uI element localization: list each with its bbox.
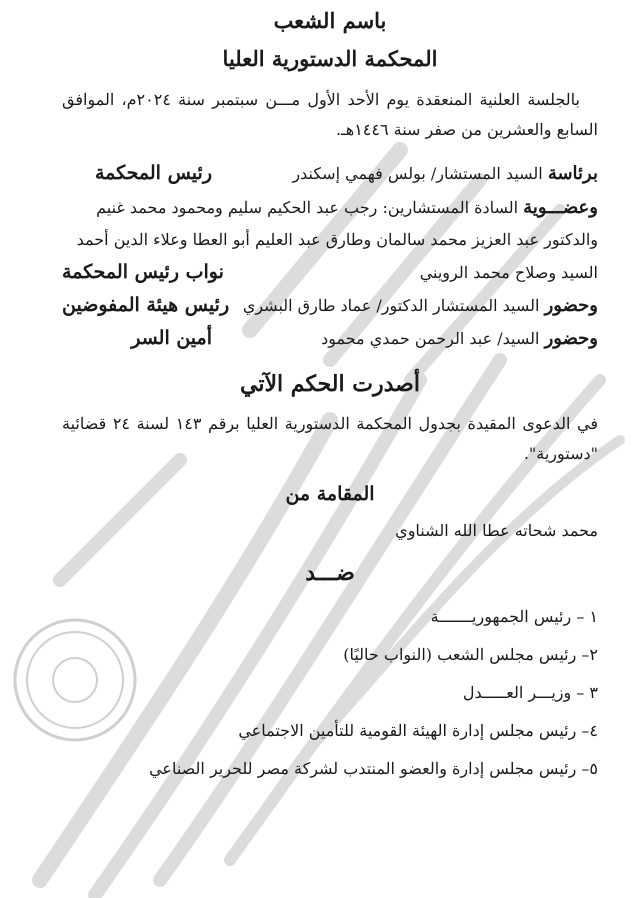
document-content [62, 0, 598, 788]
commissioners-row [62, 289, 598, 322]
filed-by-heading: المقامة من [285, 483, 375, 505]
verdict-heading: أصدرت الحكم الآتي [240, 371, 420, 397]
membership-line-2: والدكتور عبد العزيز محمد سالمان وطارق عبد العليم أبو العطا وعلاء الدين أحمد [76, 230, 598, 249]
membership-role: نواب رئيس المحكمة [62, 261, 224, 283]
secretary-name: السيد/ عبد الرحمن حمدي محمود [321, 329, 540, 348]
presidency-name: السيد المستشار/ بولس فهمي إسكندر [292, 164, 543, 183]
commissioners-name: السيد المستشار الدكتور/ عماد طارق البشري [242, 296, 540, 315]
secretary-role: أمين السر [131, 327, 212, 349]
list-item: ٣ – وزيـــر العـــــدل [462, 683, 598, 702]
in-name-of-people-heading: باسم الشعب [273, 8, 387, 33]
defendants-list [62, 598, 598, 788]
session-paragraph: بالجلسة العلنية المنعقدة يوم الأحد الأول مـــن سبتمبر سنة ٢٠٢٤م، الموافق السابع والعشرين من صفر سنة ١٤٤٦هـ. [62, 90, 598, 139]
secretary-lead: وحضور [544, 328, 598, 349]
presidency-lead: برئاسة [547, 163, 598, 184]
list-item: ١ – رئيس الجمهوريـــــــة [430, 607, 598, 626]
list-item: ٤– رئيس مجلس إدارة الهيئة القومية للتأمين الاجتماعي [238, 721, 598, 740]
plaintiff-name: محمد شحاته عطا الله الشناوي [395, 521, 598, 540]
against-heading: ضـــد [305, 560, 355, 586]
list-item: ٢– رئيس مجلس الشعب (النواب حاليًا) [343, 645, 598, 664]
membership-line-3: السيد وصلاح محمد الرويني [419, 263, 598, 282]
membership-block [62, 192, 598, 289]
commissioners-role: رئيس هيئة المفوضين [62, 294, 230, 316]
membership-lead: وعضـــوية [523, 197, 598, 218]
court-name-heading: المحكمة الدستورية العليا [222, 46, 438, 71]
commissioners-lead: وحضور [544, 295, 598, 316]
presidency-role: رئيس المحكمة [94, 162, 212, 184]
case-paragraph: في الدعوى المقيدة بجدول المحكمة الدستورية العليا برقم ١٤٣ لسنة ٢٤ قضائية "دستورية". [62, 414, 599, 463]
presidency-row [62, 157, 598, 190]
membership-line-1: السادة المستشارين: رجب عبد الحكيم سليم ومحمود محمد غنيم [96, 198, 519, 217]
secretary-row [62, 322, 598, 355]
list-item: ٥– رئيس مجلس إدارة والعضو المنتدب لشركة مصر للحرير الصناعي [149, 759, 598, 778]
